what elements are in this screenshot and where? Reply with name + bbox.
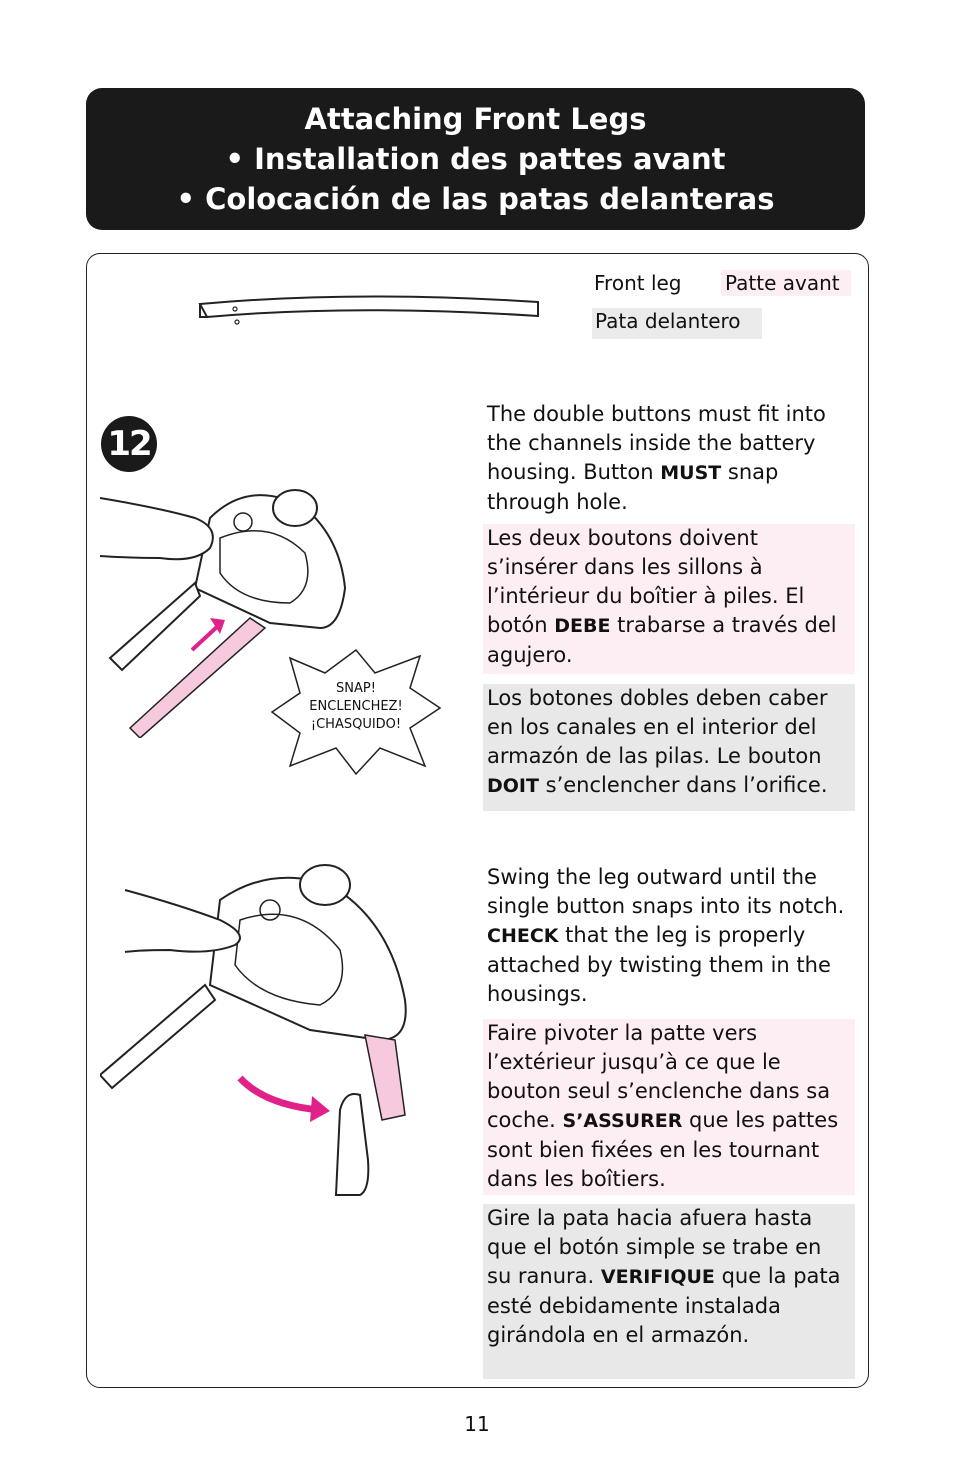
block1-en: The double buttons must fit into the channels inside the battery housing. Button MUST snap through hole. xyxy=(487,402,826,514)
block2-fr: Faire pivoter la patte vers l’extérieur jusqu’à ce que le bouton seul s’enclenche dans sa coche. S’ASSURER que les pattes sont bien fixées en les tournant dans les boîtiers. xyxy=(483,1019,855,1195)
block1-es: Los botones dobles deben caber en los canales en el interior del armazón de las pilas. Le bouton DOIT s’enclencher dans l’orifice. xyxy=(483,684,855,811)
block2-en: Swing the leg outward until the single button snaps into its notch. CHECK that the leg is properly attached by twisting them in the housings. xyxy=(487,865,845,1006)
part-label-en: Front leg xyxy=(594,271,682,295)
front-leg-part-illustration xyxy=(195,292,545,326)
step-number-badge: 12 xyxy=(101,416,157,472)
title-en: Attaching Front Legs xyxy=(304,102,647,136)
title-es: • Colocación de las patas delanteras xyxy=(176,182,775,216)
block2-es: Gire la pata hacia afuera hasta que el botón simple se trabe en su ranura. VERIFIQUE que la pata esté debidamente instalada girándola en el armazón. xyxy=(483,1204,855,1379)
snap-callout-text xyxy=(270,680,442,734)
section-header xyxy=(86,88,865,230)
snap-line-es: ¡CHASQUIDO! xyxy=(310,717,402,732)
page-number: 11 xyxy=(464,1412,490,1436)
part-label-fr: Patte avant xyxy=(721,270,851,296)
swing-leg-illustration xyxy=(100,860,420,1200)
block1-fr: Les deux boutons doivent s’insérer dans les sillons à l’intérieur du boîtier à piles. El botón DEBE trabarse a través del agujero. xyxy=(483,524,855,674)
snap-line-en: SNAP! xyxy=(336,681,376,696)
title-fr: • Installation des pattes avant xyxy=(225,142,726,176)
part-label-es: Pata delantero xyxy=(592,308,762,339)
snap-line-fr: ENCLENCHEZ! xyxy=(309,699,403,714)
